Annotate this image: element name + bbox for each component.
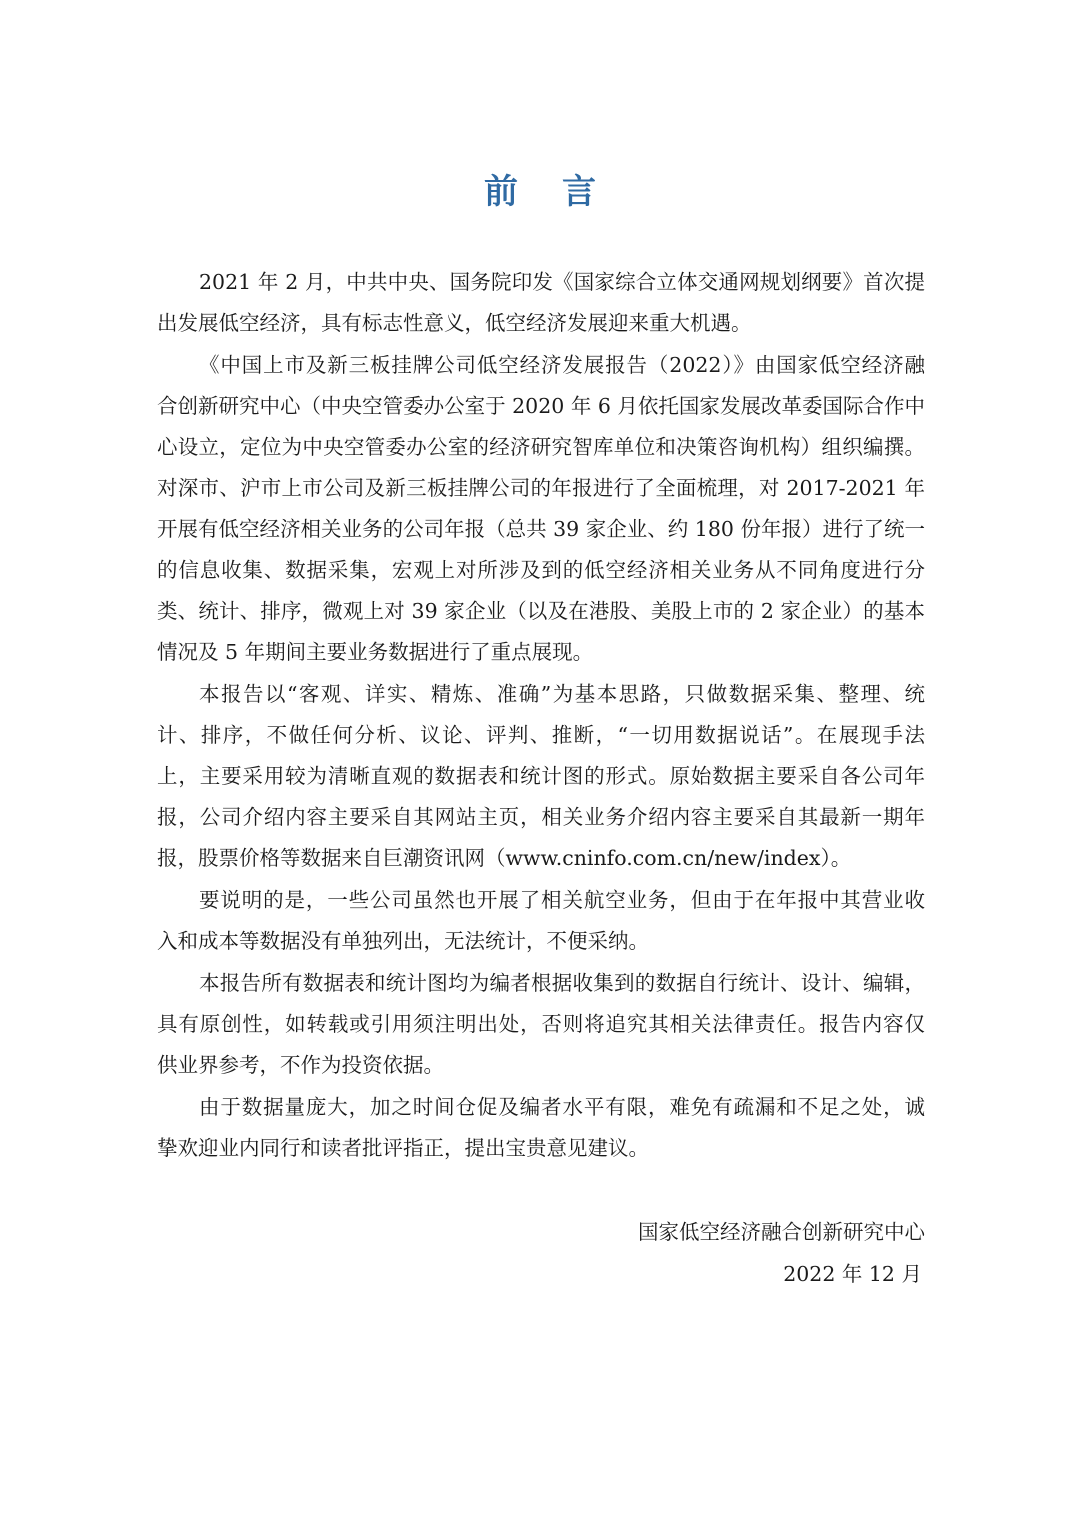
paragraph-line: 由于数据量庞大，加之时间仓促及编者水平有限，难免有疏漏和不足之处，诚 [199, 1095, 925, 1119]
paragraph-line: 计、排序，不做任何分析、议论、评判、推断，“一切用数据说话”。在展现手法 [157, 723, 925, 747]
paragraph [157, 1087, 925, 1169]
paragraph-line: 合创新研究中心（中央空管委办公室于 2020 年 6 月依托国家发展改革委国际合作中 [157, 394, 925, 418]
paragraph-line: 报，公司介绍内容主要采自其网站主页，相关业务介绍内容主要采自其最新一期年 [157, 805, 925, 829]
paragraph-line: 《中国上市及新三板挂牌公司低空经济发展报告（2022）》由国家低空经济融 [199, 353, 925, 377]
paragraph [157, 262, 925, 344]
paragraph-line: 供业界参考，不作为投资依据。 [157, 1053, 444, 1077]
paragraph-line: 类、统计、排序，微观上对 39 家企业（以及在港股、美股上市的 2 家企业）的基本 [157, 599, 925, 623]
paragraph-line: 本报告所有数据表和统计图均为编者根据收集到的数据自行统计、设计、编辑， [199, 971, 925, 995]
paragraph-line: 出发展低空经济，具有标志性意义，低空经济发展迎来重大机遇。 [157, 311, 752, 335]
signature-organization: 国家低空经济融合创新研究中心 [638, 1220, 925, 1244]
signature-date: 2022 年 12 月 [783, 1262, 922, 1286]
paragraph-line: 的信息收集、数据采集，宏观上对所涉及到的低空经济相关业务从不同角度进行分 [157, 558, 925, 582]
paragraph-line: 报，股票价格等数据来自巨潮资讯网（www.cninfo.com.cn/new/index）。 [157, 846, 852, 870]
page-title: 前言 [484, 172, 640, 212]
paragraph-line: 入和成本等数据没有单独列出，无法统计，不便采纳。 [157, 929, 649, 953]
paragraph-line: 上，主要采用较为清晰直观的数据表和统计图的形式。原始数据主要采自各公司年 [157, 764, 925, 788]
paragraph [157, 345, 925, 673]
paragraph-line: 心设立，定位为中央空管委办公室的经济研究智库单位和决策咨询机构）组织编撰。 [157, 435, 925, 459]
paragraph-line: 2021 年 2 月，中共中央、国务院印发《国家综合立体交通网规划纲要》首次提 [199, 270, 925, 294]
paragraph-line: 情况及 5 年期间主要业务数据进行了重点展现。 [157, 640, 594, 664]
preface-body [157, 262, 925, 1170]
paragraph-line: 本报告以“客观、详实、精炼、准确”为基本思路，只做数据采集、整理、统 [199, 682, 925, 706]
paragraph-line: 开展有低空经济相关业务的公司年报（总共 39 家企业、约 180 份年报）进行了统一 [157, 517, 925, 541]
paragraph [157, 674, 925, 879]
paragraph [157, 880, 925, 962]
paragraph-line: 要说明的是，一些公司虽然也开展了相关航空业务，但由于在年报中其营业收 [199, 888, 925, 912]
paragraph [157, 963, 925, 1086]
paragraph-line: 对深市、沪市上市公司及新三板挂牌公司的年报进行了全面梳理，对 2017-2021 年 [157, 476, 925, 500]
paragraph-line: 挚欢迎业内同行和读者批评指正，提出宝贵意见建议。 [157, 1136, 649, 1160]
paragraph-line: 具有原创性，如转载或引用须注明出处，否则将追究其相关法律责任。报告内容仅 [157, 1012, 925, 1036]
